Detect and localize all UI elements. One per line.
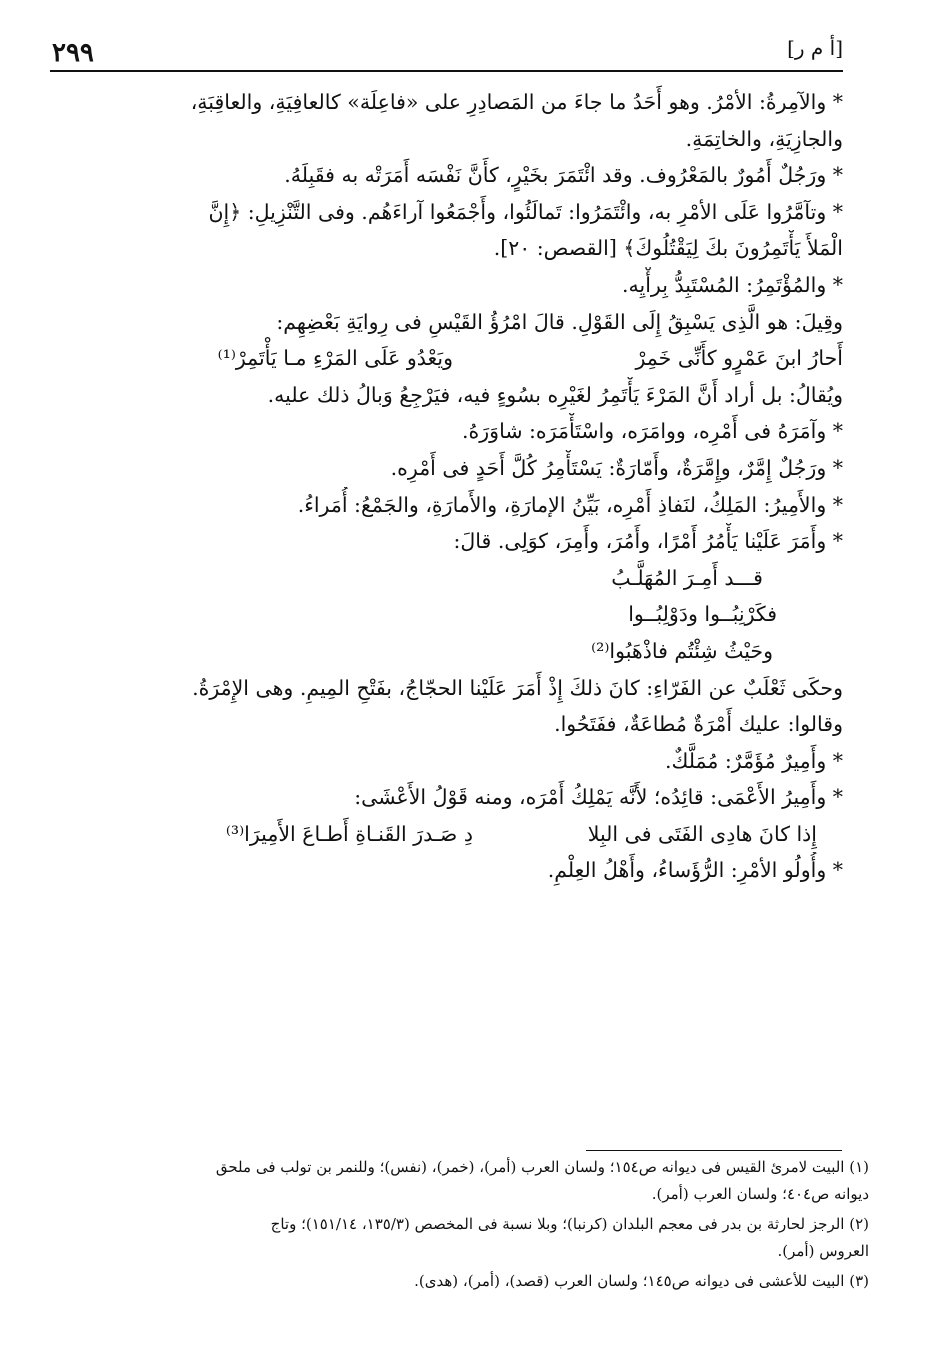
footnotes: [50, 1154, 869, 1295]
text-line: * ورَجُلٌ أَمُورٌ بالمَعْرُوف. وقد ائْتَمَرَ بخَيْرٍ، كأَنَّ نَفْسَه أَمَرَتْه به فقَبِلَهُ.: [284, 163, 843, 188]
text-line: * والآمِرةُ: الأمْرُ. وهو أَحَدُ ما جاءَ من المَصادِرِ على «فاعِلَة» كالعافِيَةِ، والعاقِبَةِ،: [190, 90, 843, 114]
text-line: * ورَجُلٌ إِمَّرٌ، وإِمَّرَةٌ، وأَمّارَةٌ: يَسْتَأْمِرُ كُلَّ أَحَدٍ فى أَمْرِه.: [390, 455, 843, 480]
verse-first-hemistich: أَحارُ ابنَ عَمْرٍو كأَنِّى خَمِرْ: [635, 346, 843, 371]
text-line: * وتآمَّرُوا عَلَى الأمْرِ به، وائْتَمَرُوا: تَمالَئُوا، وأَجْمَعُوا آراءَهُم. وفى التَّنْزِيلِ: ﴿إِنَّ: [208, 199, 843, 224]
footnote-rule: [586, 1150, 842, 1151]
verse-second-hemistich: ويَعْدُو عَلَى المَرْءِ مـا يَأْتَمِرْ⁽¹⁾: [217, 346, 453, 371]
text-line: * والأَمِيرُ: المَلِكُ، لنَفاذِ أَمْرِه، بَيِّنُ الإمارَةِ، والأَمارَةِ، والجَمْعُ: أُمَراءُ.: [297, 492, 843, 517]
verse-line: [50, 816, 843, 853]
page-number: ٢٩٩: [52, 38, 94, 68]
text-line: وقِيلَ: هو الَّذِى يَسْبِقُ إِلَى القَوْلِ. قالَ امْرُؤُ القَيْسِ فى رِوايَةِ بَعْضِهِم:: [276, 309, 843, 334]
footnote-line: (١) البيت لامرئ القيس فى ديوانه ص١٥٤؛ ولسان العرب (أمر)، (خمر)، (نفس)؛ وللنمر بن تولب فى ملحق: [215, 1158, 869, 1176]
rajaz-line: وحَيْثُ شِئْتُم فاذْهَبُوا⁽²⁾: [591, 638, 773, 663]
header-rule: [50, 70, 843, 72]
rajaz-line: فكَرْنِبُــوا ودَوْلِبُــوا: [628, 602, 777, 627]
footnote-line: العروس (أمر).: [777, 1241, 869, 1260]
main-text: [50, 84, 843, 889]
verse-first-hemistich: إِذا كانَ هادِى الفَتَى فى البِلا: [587, 821, 817, 846]
text-line: * وآمَرَهُ فى أَمْرِه، ووامَرَه، واسْتَأْمَرَه: شاوَرَهُ.: [462, 419, 843, 444]
text-line: والجازِيَةِ، والخاتِمَةِ.: [685, 126, 843, 151]
verse-second-hemistich: دِ صَـدرَ القَنـاةِ أَطـاعَ الأَمِيرَا⁽³⁾: [225, 821, 473, 846]
text-line: ويُقالُ: بل أراد أَنَّ المَرْءَ يَأْتَمِرُ لغَيْرِه بسُوءٍ فيه، فيَرْجِعُ وَبالُ ذلك عليه.: [267, 382, 843, 407]
text-line: الْمَلأَ يَأْتَمِرُونَ بكَ لِيَقْتُلُوكَ﴾ [القصص: ٢٠].: [493, 236, 843, 261]
footnote-line: (٢) الرجز لحارثة بن بدر فى معجم البلدان (كرنبا)؛ وبلا نسبة فى المخصص (١٣٥/٣، ١٥١/١٤)؛ وتاج: [270, 1215, 869, 1233]
text-line: * وأَمِيرُ الأَعْمَى: قائِدُه؛ لأَنَّه يَمْلِكُ أَمْرَه، ومنه قَوْلُ الأَعْشَى:: [354, 785, 843, 810]
footnote-line: (٣) البيت للأعشى فى ديوانه ص١٤٥؛ ولسان العرب (قصد)، (أمر)، (هدى).: [414, 1272, 869, 1290]
rajaz-line: قـــد أَمِـرَ المُهَلَّـبُ: [611, 565, 763, 590]
footnote-line: ديوانه ص٤٠٤؛ ولسان العرب (أمر).: [651, 1184, 869, 1203]
text-line: وحكَى ثَعْلَبٌ عن الفَرّاءِ: كانَ ذلكَ إِذْ أَمَرَ عَلَيْنا الحجّاجُ، بفَتْحِ المِيمِ. وهى الإِمْرَةُ.: [192, 675, 843, 700]
text-line: * وأُولُو الأمْرِ: الرُّؤَساءُ، وأَهْلُ العِلْمِ.: [547, 858, 843, 883]
verse-line: [50, 340, 843, 377]
running-head: [أ م ر]: [787, 36, 843, 60]
text-line: * والمُؤْتَمِرُ: المُسْتَبِدُّ بِرأْيِه.: [622, 272, 843, 297]
text-line: * وأَمِيرٌ مُؤَمَّرٌ: مُمَلَّكٌ.: [664, 748, 843, 773]
text-line: وقالوا: عليك أَمْرَةٌ مُطاعَةٌ، ففَتَحُوا.: [554, 712, 843, 737]
text-line: * وأَمَرَ عَلَيْنا يَأْمُرُ أَمْرًا، وأَمُرَ، وأَمِرَ، كوَلِى. قالَ:: [453, 529, 843, 554]
